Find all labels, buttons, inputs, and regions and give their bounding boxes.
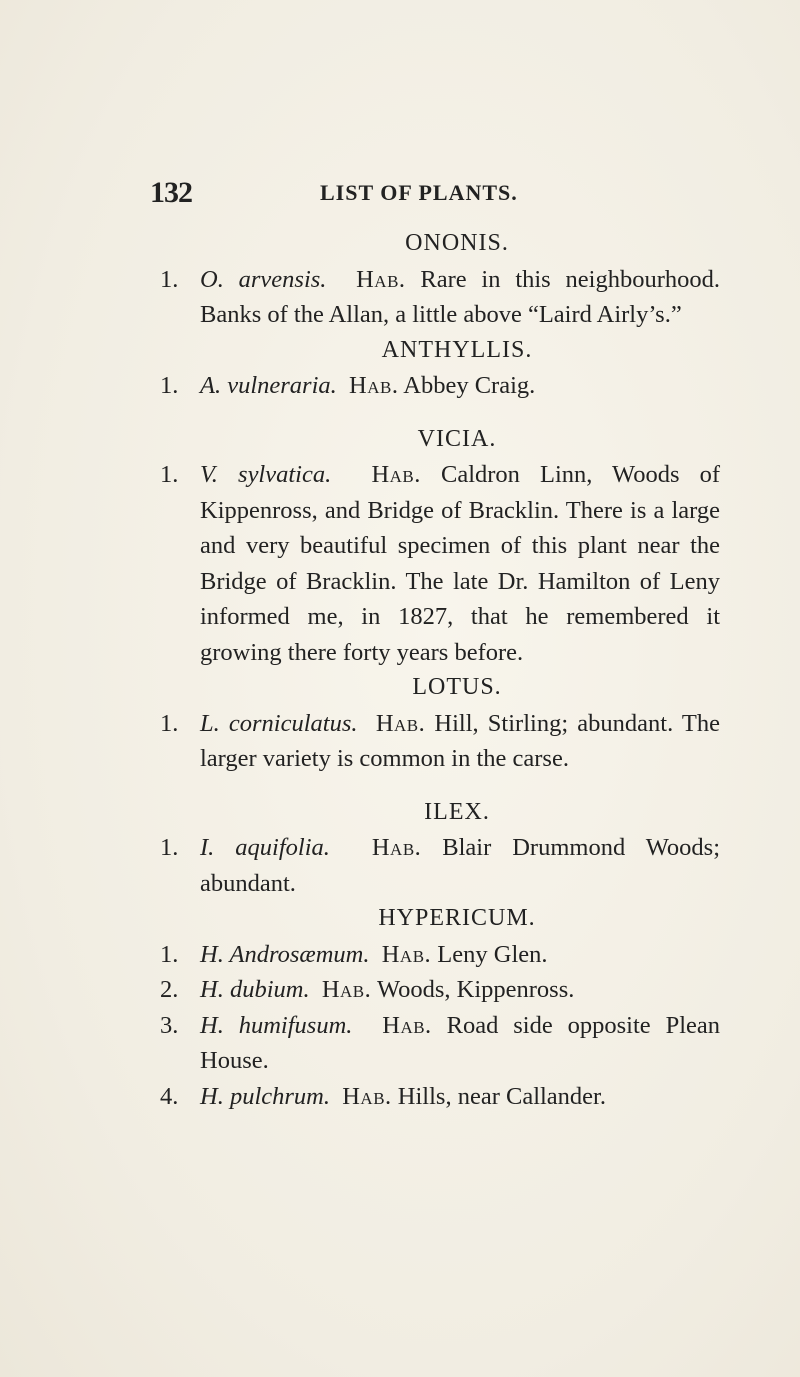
- species-name: O. arvensis.: [200, 265, 327, 293]
- habitat-label: Hab.: [321, 976, 372, 1003]
- entry-number: 2.: [160, 976, 179, 1003]
- habitat-text: Hill, Stirling; abundant. The larger variety is common in the carse.: [200, 709, 721, 772]
- habitat-label: Hab.: [371, 461, 421, 488]
- habitat-text: Caldron Linn, Woods of Kippenross, and Bridge of Bracklin. There is a large and very beautiful specimen of this plant near the Bridge of Bracklin. The late Dr. Hamilton of Leny informed me, in 1827, that he remembered it growing there forty years before.: [200, 461, 721, 666]
- species-name: L. corniculatus.: [200, 709, 358, 737]
- habitat-text: Hills, near Callander.: [397, 1082, 606, 1110]
- species-entry: [160, 706, 720, 777]
- species-name: H. Androsæmum.: [200, 940, 370, 968]
- species-entry: [160, 937, 720, 973]
- entry-number: 1.: [160, 461, 179, 488]
- entry-number: 1.: [160, 940, 179, 968]
- species-entry: [160, 368, 720, 404]
- habitat-label: Hab.: [375, 709, 426, 737]
- entry-number: 1.: [160, 834, 179, 861]
- species-entry: [160, 972, 720, 1008]
- habitat-text: Abbey Craig.: [403, 372, 536, 399]
- genus-heading: ILEX.: [424, 798, 490, 825]
- plant-list: [160, 226, 720, 1114]
- species-entry: [160, 262, 720, 333]
- species-name: I. aquifolia.: [200, 834, 330, 861]
- species-entry: [160, 1008, 720, 1079]
- species-name: H. humifusum.: [200, 1011, 353, 1039]
- entry-number: 1.: [160, 265, 179, 293]
- genus-heading: ONONIS.: [405, 230, 509, 256]
- habitat-text: Woods, Kippenross.: [376, 976, 575, 1003]
- habitat-text: Leny Glen.: [437, 940, 548, 968]
- species-entry: [160, 457, 720, 670]
- habitat-label: Hab.: [382, 1011, 432, 1039]
- species-name: V. sylvatica.: [200, 461, 332, 488]
- species-name: A. vulneraria.: [200, 372, 337, 399]
- genus-heading: ANTHYLLIS.: [381, 336, 533, 363]
- habitat-label: Hab.: [356, 265, 406, 293]
- habitat-label: Hab.: [371, 834, 422, 861]
- entry-number: 3.: [160, 1011, 179, 1039]
- species-entry: [160, 830, 720, 901]
- habitat-text: Blair Drummond Woods; abundant.: [200, 834, 720, 897]
- habitat-label: Hab.: [349, 372, 399, 399]
- running-head: [150, 176, 700, 210]
- species-name: H. dubium.: [200, 976, 310, 1003]
- habitat-label: Hab.: [342, 1082, 392, 1110]
- species-name: H. pulchrum.: [200, 1082, 330, 1110]
- entry-number: 4.: [160, 1082, 179, 1110]
- genus-heading: VICIA.: [417, 425, 497, 452]
- running-title: LIST OF PLANTS.: [320, 180, 518, 205]
- page-number: 132: [150, 176, 192, 209]
- genus-heading: LOTUS.: [412, 674, 502, 700]
- habitat-text: Road side opposite Plean House.: [200, 1011, 721, 1074]
- entry-number: 1.: [160, 709, 179, 737]
- species-entry: [160, 1079, 720, 1115]
- habitat-label: Hab.: [381, 940, 432, 968]
- habitat-text: Rare in this neighbourhood. Banks of the Allan, a little above “Laird Airly’s.”: [200, 265, 721, 328]
- genus-heading: HYPERICUM.: [378, 905, 536, 931]
- entry-number: 1.: [160, 372, 179, 399]
